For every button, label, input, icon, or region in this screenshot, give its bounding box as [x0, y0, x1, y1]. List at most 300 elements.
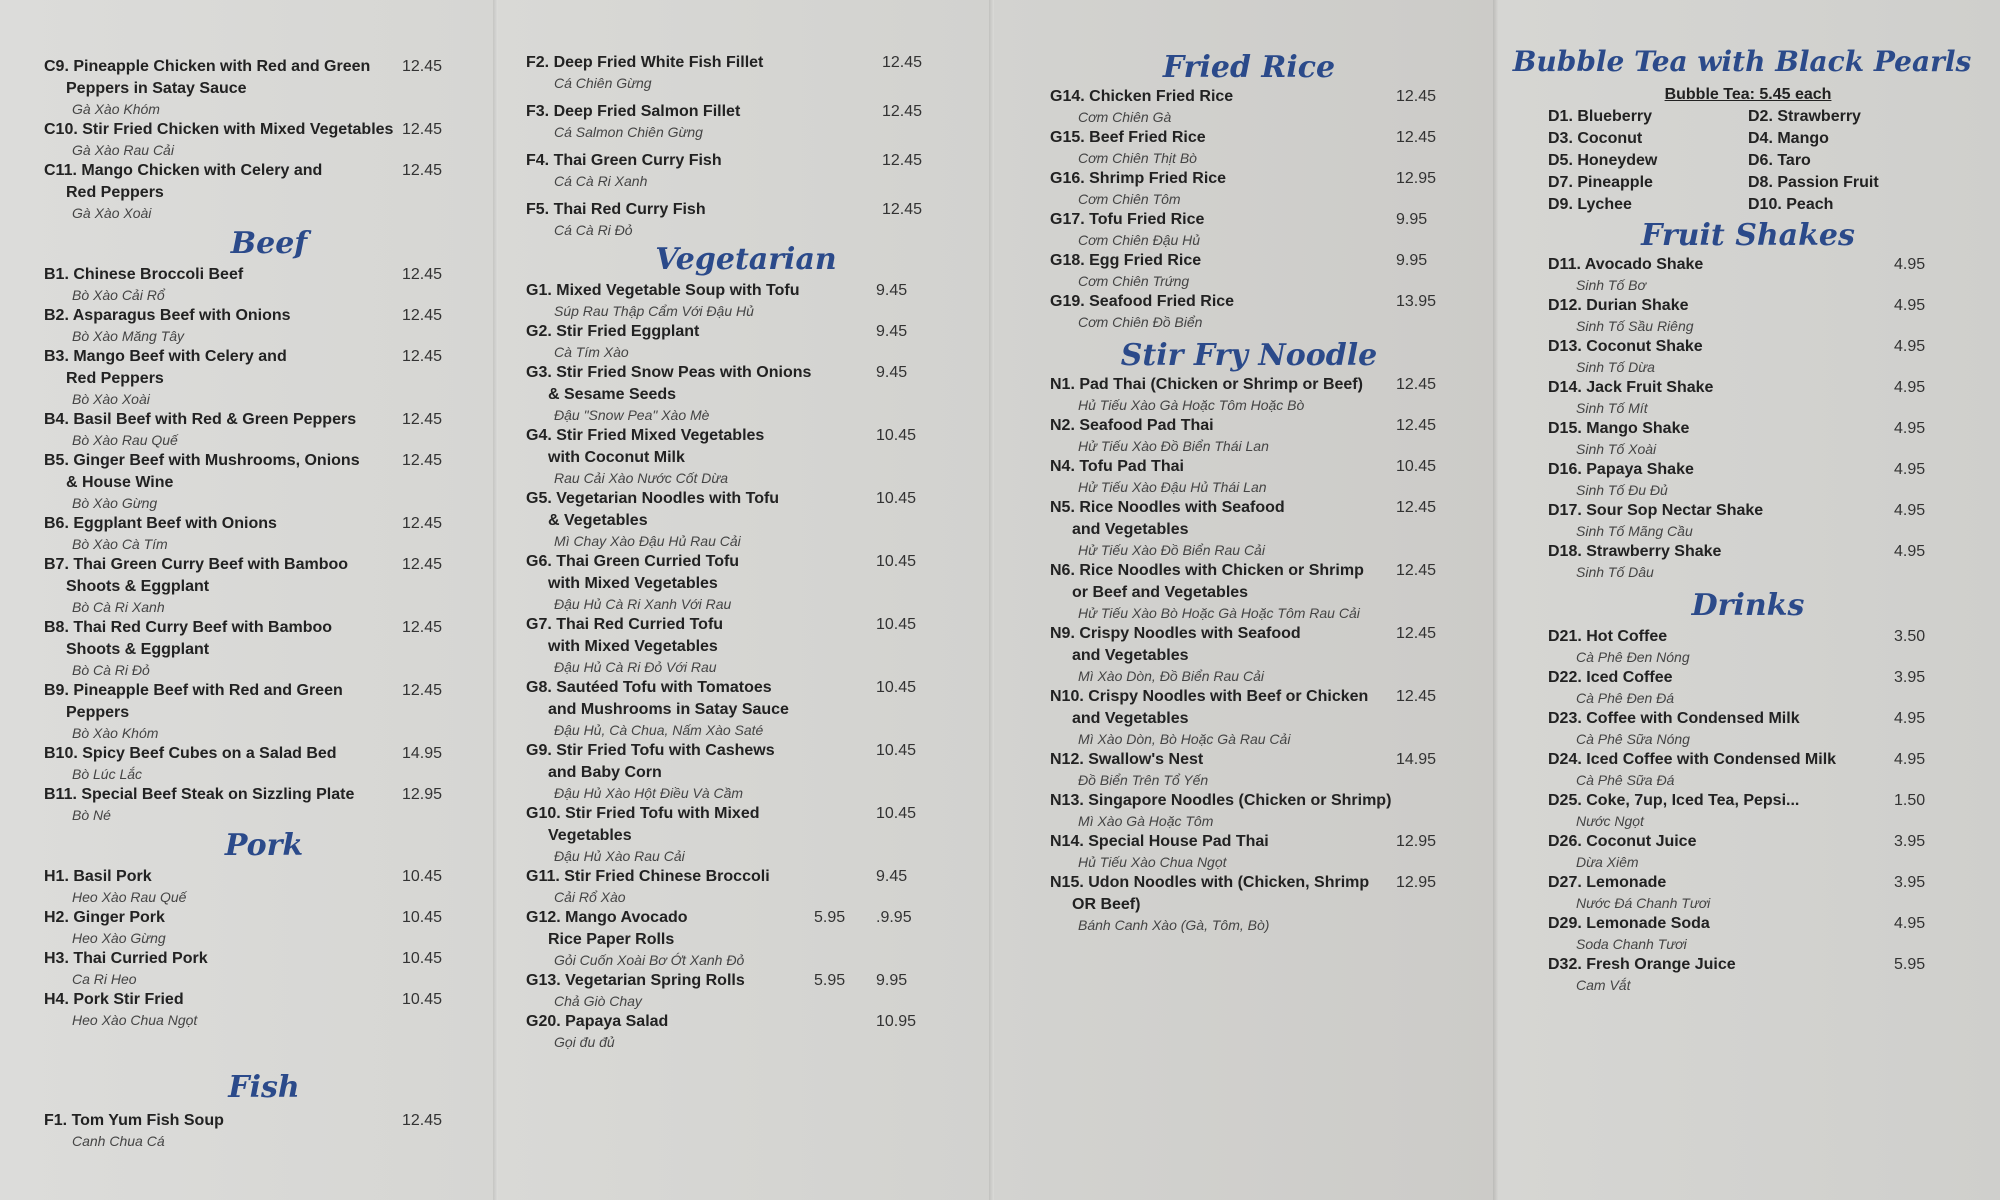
menu-item: [526, 866, 936, 907]
item-list: [44, 866, 464, 1030]
menu-item-name-text: F5. Thai Red Curry Fish: [526, 201, 706, 218]
shakes-section: [1548, 254, 1958, 582]
menu-item-price: 12.95: [1396, 874, 1437, 891]
menu-item-price: 12.45: [1396, 129, 1437, 146]
menu-item-price: 12.45: [402, 1112, 443, 1129]
menu-item-name-text: G11. Stir Fried Chinese Broccoli: [526, 868, 770, 885]
item-list: [526, 280, 936, 1052]
bubble-tea-flavor: D2. Strawberry: [1748, 108, 1861, 125]
menu-item-name: [526, 740, 926, 784]
menu-item-name-continued: or Beef and Vegetables: [1072, 584, 1249, 601]
menu-item: [1548, 500, 1958, 541]
item-list: [1050, 374, 1470, 935]
menu-item-name: [1548, 954, 1948, 976]
chicken-section: [44, 56, 464, 223]
menu-item-name: [526, 970, 926, 992]
menu-item: [1050, 623, 1470, 686]
menu-item: [1548, 541, 1958, 582]
menu-item-vietnamese-name: Đậu Hủ Cà Ri Xanh Với Rau: [554, 596, 732, 612]
menu-item-name: [526, 1011, 926, 1033]
menu-item-name: [44, 743, 454, 765]
menu-item-name-text: D23. Coffee with Condensed Milk: [1548, 710, 1800, 727]
menu-item: [526, 803, 936, 866]
menu-item-vietnamese-name: Bánh Canh Xào (Gà, Tôm, Bò): [1078, 917, 1270, 933]
menu-item-name: [1548, 459, 1948, 481]
menu-item-price: 12.95: [402, 786, 443, 803]
menu-item-price: 14.95: [1396, 751, 1437, 768]
bubble-tea-flavors: [1548, 106, 1938, 216]
menu-item: [44, 784, 464, 825]
section-heading-fried-rice: Fried Rice: [1162, 50, 1336, 85]
menu-item-name: [1548, 336, 1948, 358]
menu-item-price: 12.45: [882, 103, 923, 120]
menu-item-price: 13.95: [1396, 293, 1437, 310]
menu-item: [1548, 626, 1958, 667]
menu-item-vietnamese-name: Cơm Chiên Gà: [1078, 109, 1172, 125]
menu-item-name: [44, 784, 454, 806]
menu-item-vietnamese-name: Heo Xào Rau Quế: [72, 889, 187, 905]
menu-item-price: 1.50: [1894, 792, 1926, 809]
menu-item-vietnamese-name: Hủ Tiếu Xào Gà Hoặc Tôm Hoặc Bò: [1078, 397, 1305, 413]
menu-item-name-text: G3. Stir Fried Snow Peas with Onions: [526, 364, 812, 381]
menu-item-vietnamese-name: Đậu Hủ Xào Rau Cải: [554, 848, 685, 864]
menu-item: [1050, 831, 1470, 872]
menu-item-name: [526, 362, 926, 406]
menu-item-name: [44, 264, 454, 286]
menu-item-price: 12.45: [402, 58, 443, 75]
menu-item-name: [526, 52, 926, 74]
bubble-tea-flavor: D7. Pineapple: [1548, 174, 1653, 191]
menu-item: [526, 280, 936, 321]
item-list: [44, 56, 464, 223]
bubble-tea-flavor: D6. Taro: [1748, 152, 1811, 169]
menu-item-name: [526, 614, 926, 658]
menu-item: [526, 907, 936, 970]
menu-item-price: 12.45: [1396, 499, 1437, 516]
menu-item-name: [1548, 790, 1948, 812]
menu-item-vietnamese-name: Gà Xào Khóm: [72, 101, 160, 117]
menu-item-name-text: N1. Pad Thai (Chicken or Shrimp or Beef): [1050, 376, 1363, 393]
menu-item-vietnamese-name: Gà Xào Rau Cải: [72, 142, 174, 158]
menu-item-name: [1548, 749, 1948, 771]
menu-item-vietnamese-name: Ca Ri Heo: [72, 971, 137, 987]
menu-item-name-text: N9. Crispy Noodles with Seafood: [1050, 625, 1301, 642]
menu-item-vietnamese-name: Mì Xào Dòn, Đồ Biển Rau Cải: [1078, 668, 1264, 684]
menu-item-price: 12.45: [402, 682, 443, 699]
menu-item-vietnamese-name: Hử Tiếu Xào Bò Hoặc Gà Hoặc Tôm Rau Cải: [1078, 605, 1360, 621]
menu-item-vietnamese-name: Cá Cà Ri Xanh: [554, 173, 648, 189]
menu-item-name-text: B5. Ginger Beef with Mushrooms, Onions: [44, 452, 360, 469]
menu-item: [44, 907, 464, 948]
menu-item-name-text: D16. Papaya Shake: [1548, 461, 1694, 478]
fried-rice-section: [1050, 86, 1470, 332]
bubble-tea-flavor: D4. Mango: [1748, 130, 1829, 147]
menu-item-name-text: G18. Egg Fried Rice: [1050, 252, 1202, 269]
menu-item-name: [1548, 872, 1948, 894]
menu-item-name: [44, 554, 454, 598]
menu-item: [44, 948, 464, 989]
menu-item-vietnamese-name: Heo Xào Chua Ngọt: [72, 1012, 198, 1028]
item-list: [1548, 254, 1958, 582]
menu-item-price: 10.45: [402, 991, 443, 1008]
menu-item-name-text: G14. Chicken Fried Rice: [1050, 88, 1234, 105]
menu-item-vietnamese-name: Sinh Tố Bơ: [1576, 277, 1646, 293]
menu-item-name: [526, 280, 926, 302]
menu-item-vietnamese-name: Bò Xào Khóm: [72, 725, 159, 741]
menu-item-vietnamese-name: Cà Tím Xào: [554, 344, 629, 360]
menu-item: [1548, 667, 1958, 708]
menu-item-name-text: D14. Jack Fruit Shake: [1548, 379, 1714, 396]
menu-item-price: 9.45: [876, 364, 908, 381]
menu-item-price: 10.45: [876, 742, 917, 759]
menu-item-vietnamese-name: Bò Xào Cải Rổ: [72, 287, 165, 303]
menu-item-vietnamese-name: Chả Giò Chay: [554, 993, 642, 1009]
menu-item-vietnamese-name: Nước Ngọt: [1576, 813, 1644, 829]
menu-item-vietnamese-name: Cơm Chiên Đậu Hủ: [1078, 232, 1201, 248]
menu-item: [1050, 209, 1470, 250]
menu-item-price: 4.95: [1894, 543, 1926, 560]
section-heading-beef: Beef: [230, 226, 308, 261]
menu-item-name-text: B10. Spicy Beef Cubes on a Salad Bed: [44, 745, 337, 762]
menu-item-price: 3.95: [1894, 833, 1926, 850]
menu-item: [1050, 790, 1470, 831]
bubble-tea-flavor: D8. Passion Fruit: [1748, 174, 1879, 191]
menu-item-name-continued: with Coconut Milk: [548, 449, 685, 466]
bubble-tea-flavor: D5. Honeydew: [1548, 152, 1658, 169]
menu-item-name-continued: Red Peppers: [66, 370, 164, 387]
menu-item-name: [526, 321, 926, 343]
menu-item-vietnamese-name: Hủ Tiếu Xào Chua Ngọt: [1078, 854, 1227, 870]
menu-item-name-text: G10. Stir Fried Tofu with Mixed: [526, 805, 760, 822]
menu-item-price: 12.45: [1396, 562, 1437, 579]
menu-item: [1548, 336, 1958, 377]
menu-item-vietnamese-name: Bò Xào Xoài: [72, 391, 150, 407]
menu-item-name: [1548, 913, 1948, 935]
menu-item-price: 12.95: [1396, 833, 1437, 850]
menu-item: [526, 1011, 936, 1052]
menu-item-vietnamese-name: Bò Cà Ri Xanh: [72, 599, 165, 615]
menu-item-price: 12.45: [1396, 417, 1437, 434]
menu-item-name: [44, 56, 454, 100]
menu-item: [526, 488, 936, 551]
menu-item-vietnamese-name: Gỏi Cuốn Xoài Bơ Ớt Xanh Đỏ: [554, 952, 745, 968]
menu-item-price: 10.95: [876, 1013, 917, 1030]
menu-item-vietnamese-name: Mì Chay Xào Đậu Hủ Rau Cải: [554, 533, 741, 549]
menu-item-price: 12.45: [882, 201, 923, 218]
menu-item-name-text: N12. Swallow's Nest: [1050, 751, 1204, 768]
noodle-section: [1050, 374, 1470, 935]
menu-item: [44, 989, 464, 1030]
menu-panel-2: [498, 0, 994, 1200]
drinks-section: [1548, 626, 1958, 995]
menu-item: [1050, 415, 1470, 456]
menu-item-vietnamese-name: Sinh Tố Xoài: [1576, 441, 1657, 457]
menu-item: [1548, 295, 1958, 336]
menu-item: [44, 264, 464, 305]
menu-item-name-continued: OR Beef): [1072, 896, 1141, 913]
menu-item-name-text: G5. Vegetarian Noodles with Tofu: [526, 490, 780, 507]
menu-item-vietnamese-name: Hử Tiếu Xào Đậu Hủ Thái Lan: [1078, 479, 1267, 495]
menu-item-name: [526, 101, 926, 123]
menu-item-name-text: N13. Singapore Noodles (Chicken or Shrimp): [1050, 792, 1392, 809]
menu-item-name-text: G9. Stir Fried Tofu with Cashews: [526, 742, 775, 759]
menu-item-name-text: D29. Lemonade Soda: [1548, 915, 1710, 932]
menu-item-vietnamese-name: Sinh Tố Đu Đủ: [1576, 482, 1668, 498]
menu-item-name: [1548, 418, 1948, 440]
menu-item-name-text: D26. Coconut Juice: [1548, 833, 1697, 850]
menu-item-name-text: N2. Seafood Pad Thai: [1050, 417, 1214, 434]
menu-item-name-text: H3. Thai Curried Pork: [44, 950, 208, 967]
menu-item-name: [1548, 295, 1948, 317]
menu-item-name: [526, 803, 926, 847]
menu-item-price: 4.95: [1894, 338, 1926, 355]
menu-item-small-price: 5.95: [814, 909, 846, 926]
menu-item-price: 12.45: [402, 348, 443, 365]
menu-item-name: [526, 425, 926, 469]
menu-item-price: .9.95: [876, 909, 912, 926]
menu-item: [1548, 831, 1958, 872]
menu-item-vietnamese-name: Đồ Biển Trên Tổ Yến: [1078, 772, 1209, 788]
bubble-tea-flavor: D1. Blueberry: [1548, 108, 1653, 125]
bubble-tea-flavor: D9. Lychee: [1548, 196, 1632, 213]
menu-item-price: 4.95: [1894, 297, 1926, 314]
menu-item-name-text: G4. Stir Fried Mixed Vegetables: [526, 427, 765, 444]
menu-item-price: 4.95: [1894, 502, 1926, 519]
menu-item-name-text: N4. Tofu Pad Thai: [1050, 458, 1184, 475]
menu-item-price: 12.45: [402, 411, 443, 428]
menu-item-vietnamese-name: Sinh Tố Dâu: [1576, 564, 1654, 580]
bubble-tea-flavor: D10. Peach: [1748, 196, 1834, 213]
menu-item: [526, 677, 936, 740]
menu-item: [526, 362, 936, 425]
menu-item-name-text: G12. Mango Avocado: [526, 909, 688, 926]
menu-item-vietnamese-name: Bò Lúc Lắc: [72, 766, 143, 782]
menu-item-name-continued: with Mixed Vegetables: [548, 575, 718, 592]
menu-item-price: 9.45: [876, 282, 908, 299]
menu-item-price: 12.45: [1396, 625, 1437, 642]
menu-item-name-continued: & Sesame Seeds: [548, 386, 677, 403]
menu-item-price: 12.45: [882, 54, 923, 71]
menu-item-name-text: G20. Papaya Salad: [526, 1013, 669, 1030]
menu-item-price: 12.45: [402, 515, 443, 532]
menu-item-name-continued: Red Peppers: [66, 184, 164, 201]
menu-item-name-text: N14. Special House Pad Thai: [1050, 833, 1269, 850]
menu-item: [1548, 790, 1958, 831]
menu-item-vietnamese-name: Cơm Chiên Thịt Bò: [1078, 150, 1197, 166]
menu-item: [44, 617, 464, 680]
menu-item-name-continued: & Vegetables: [548, 512, 648, 529]
menu-item: [44, 513, 464, 554]
menu-item: [44, 866, 464, 907]
menu-item-name-text: B8. Thai Red Curry Beef with Bamboo: [44, 619, 333, 636]
menu-item-name-text: G15. Beef Fried Rice: [1050, 129, 1206, 146]
menu-item-name-text: G8. Sautéed Tofu with Tomatoes: [526, 679, 772, 696]
menu-item-name-text: D13. Coconut Shake: [1548, 338, 1703, 355]
menu-item-vietnamese-name: Cá Chiên Gừng: [554, 75, 652, 91]
menu-item-vietnamese-name: Đậu Hủ Cà Ri Đỏ Với Rau: [554, 659, 717, 675]
menu-item-name: [44, 119, 454, 141]
menu-item-name-text: G1. Mixed Vegetable Soup with Tofu: [526, 282, 800, 299]
menu-item-name-text: D21. Hot Coffee: [1548, 628, 1668, 645]
menu-item-vietnamese-name: Dừa Xiêm: [1576, 854, 1639, 870]
menu-item-name: [1548, 377, 1948, 399]
menu-item: [1050, 560, 1470, 623]
fish-section-continued: [526, 52, 936, 248]
menu-item-vietnamese-name: Gà Xào Xoài: [72, 205, 152, 221]
menu-item-price: 10.45: [402, 868, 443, 885]
menu-item-name-text: D11. Avocado Shake: [1548, 256, 1704, 273]
menu-item-name-text: D15. Mango Shake: [1548, 420, 1690, 437]
menu-item-name-continued: Shoots & Eggplant: [66, 641, 210, 658]
menu-item: [526, 425, 936, 488]
menu-item-name: [1548, 667, 1948, 689]
menu-item: [1050, 872, 1470, 935]
menu-item-vietnamese-name: Heo Xào Gừng: [72, 930, 166, 946]
menu-item: [1050, 374, 1470, 415]
menu-item-vietnamese-name: Đậu Hủ Xào Hột Điều Và Cầm: [554, 785, 744, 801]
fish-section: [44, 1110, 464, 1151]
menu-item-price: 4.95: [1894, 420, 1926, 437]
menu-item-name: [1548, 626, 1948, 648]
menu-item-name: [44, 513, 454, 535]
menu-item-price: 12.45: [402, 266, 443, 283]
section-heading-vegetarian: Vegetarian: [655, 242, 837, 277]
menu-item: [44, 119, 464, 160]
menu-panel-3: [994, 0, 1498, 1200]
menu-item: [526, 970, 936, 1011]
menu-item-vietnamese-name: Bò Cà Ri Đỏ: [72, 662, 150, 678]
menu-item-name: [526, 866, 926, 888]
menu-item-price: 9.95: [1396, 211, 1428, 228]
menu-item-vietnamese-name: Cà Phê Sữa Đá: [1576, 772, 1675, 788]
menu-item: [1548, 377, 1958, 418]
menu-item-name-text: B9. Pineapple Beef with Red and Green: [44, 682, 343, 699]
menu-item-vietnamese-name: Bò Xào Cà Tím: [72, 536, 168, 552]
item-list: [1548, 626, 1958, 995]
vegetarian-section: [526, 280, 936, 1052]
menu-item-name-text: G6. Thai Green Curried Tofu: [526, 553, 740, 570]
menu-item-name-text: B11. Special Beef Steak on Sizzling Plate: [44, 786, 355, 803]
menu-item-name-text: F3. Deep Fried Salmon Fillet: [526, 103, 741, 120]
menu-item-name: [1050, 790, 1460, 812]
menu-item-name-continued: and Vegetables: [1072, 647, 1189, 664]
menu-panel-4: [1498, 0, 2000, 1200]
menu-item-name: [44, 305, 454, 327]
menu-item: [526, 150, 936, 191]
menu-item-price: 10.45: [876, 679, 917, 696]
section-heading-fish: Fish: [228, 1070, 300, 1105]
menu-item-vietnamese-name: Bò Né: [72, 807, 111, 823]
menu-item-name-text: G19. Seafood Fried Rice: [1050, 293, 1235, 310]
section-heading-stir-fry-noodle: Stir Fry Noodle: [1120, 338, 1378, 373]
menu-item-name-text: N5. Rice Noodles with Seafood: [1050, 499, 1285, 516]
menu-item-name: [526, 551, 926, 595]
menu-item: [1050, 291, 1470, 332]
bubble-tea-price: Bubble Tea: 5.45 each: [1664, 86, 1832, 103]
menu-item-name: [1548, 500, 1948, 522]
menu-item-name: [526, 488, 926, 532]
menu-item-price: 10.45: [876, 616, 917, 633]
item-list: [44, 264, 464, 825]
menu-item-price: 12.45: [1396, 88, 1437, 105]
menu-item-price: 12.45: [1396, 688, 1437, 705]
menu-item-price: 10.45: [876, 553, 917, 570]
menu-item-price: 9.45: [876, 323, 908, 340]
pork-section: [44, 866, 464, 1030]
menu-item-name: [44, 409, 454, 431]
menu-item: [1050, 168, 1470, 209]
menu-item: [1548, 459, 1958, 500]
menu-item-name-text: D24. Iced Coffee with Condensed Milk: [1548, 751, 1837, 768]
menu-item: [1050, 250, 1470, 291]
menu-item: [1050, 456, 1470, 497]
menu-item-name-continued: & House Wine: [66, 474, 174, 491]
menu-item-name-text: B3. Mango Beef with Celery and: [44, 348, 287, 365]
menu-item: [1050, 686, 1470, 749]
menu-item-name-text: B7. Thai Green Curry Beef with Bamboo: [44, 556, 349, 573]
menu-item-vietnamese-name: Bò Xào Măng Tây: [72, 328, 185, 344]
menu-item-price: 10.45: [876, 805, 917, 822]
menu-item-vietnamese-name: Nước Đá Chanh Tươi: [1576, 895, 1711, 911]
menu-item-name-text: D27. Lemonade: [1548, 874, 1667, 891]
menu-item-name: [44, 160, 454, 204]
menu-item-vietnamese-name: Cơm Chiên Tôm: [1078, 191, 1181, 207]
menu-item-name-text: F2. Deep Fried White Fish Fillet: [526, 54, 764, 71]
menu-item-price: 9.45: [876, 868, 908, 885]
menu-item-price: 9.95: [876, 972, 908, 989]
menu-item-price: 12.95: [1396, 170, 1437, 187]
menu-item-price: 12.45: [402, 452, 443, 469]
menu-item: [1548, 749, 1958, 790]
menu-item-name-continued: and Mushrooms in Satay Sauce: [548, 701, 789, 718]
menu-item: [44, 409, 464, 450]
menu-item-name-text: B4. Basil Beef with Red & Green Peppers: [44, 411, 357, 428]
section-heading-drinks: Drinks: [1691, 588, 1805, 623]
menu-item: [526, 321, 936, 362]
menu-item-name: [44, 948, 454, 970]
menu-item-name-text: B6. Eggplant Beef with Onions: [44, 515, 277, 532]
item-list: [526, 52, 936, 240]
menu-item-price: 12.45: [402, 162, 443, 179]
menu-item-name-text: D32. Fresh Orange Juice: [1548, 956, 1736, 973]
section-heading-pork: Pork: [224, 828, 304, 863]
menu-item: [1548, 708, 1958, 749]
menu-item-price: 12.45: [1396, 376, 1437, 393]
menu-item-price: 12.45: [402, 307, 443, 324]
menu-item-name-text: H4. Pork Stir Fried: [44, 991, 184, 1008]
menu-item-vietnamese-name: Cà Phê Đen Đá: [1576, 690, 1675, 706]
menu-item-name-text: G16. Shrimp Fried Rice: [1050, 170, 1227, 187]
menu-item-price: 12.45: [402, 619, 443, 636]
menu-item-vietnamese-name: Mì Xào Dòn, Bò Hoặc Gà Rau Cải: [1078, 731, 1291, 747]
menu-item-name-continued: Shoots & Eggplant: [66, 578, 210, 595]
menu-item-price: 12.45: [402, 556, 443, 573]
menu-item: [526, 740, 936, 803]
menu-item: [44, 305, 464, 346]
menu-item-price: 10.45: [402, 909, 443, 926]
menu-item-name-text: C9. Pineapple Chicken with Red and Green: [44, 58, 371, 75]
menu-item-name-text: D12. Durian Shake: [1548, 297, 1689, 314]
menu-item-name-text: H1. Basil Pork: [44, 868, 152, 885]
menu-item: [1548, 913, 1958, 954]
menu-item: [44, 56, 464, 119]
menu-item-price: 5.95: [1894, 956, 1926, 973]
menu-item-vietnamese-name: Đậu "Snow Pea" Xào Mè: [554, 407, 710, 423]
menu-item-vietnamese-name: Cam Vắt: [1576, 977, 1631, 993]
menu-item-price: 3.50: [1894, 628, 1926, 645]
menu-item-name: [44, 989, 454, 1011]
menu-item: [1050, 86, 1470, 127]
